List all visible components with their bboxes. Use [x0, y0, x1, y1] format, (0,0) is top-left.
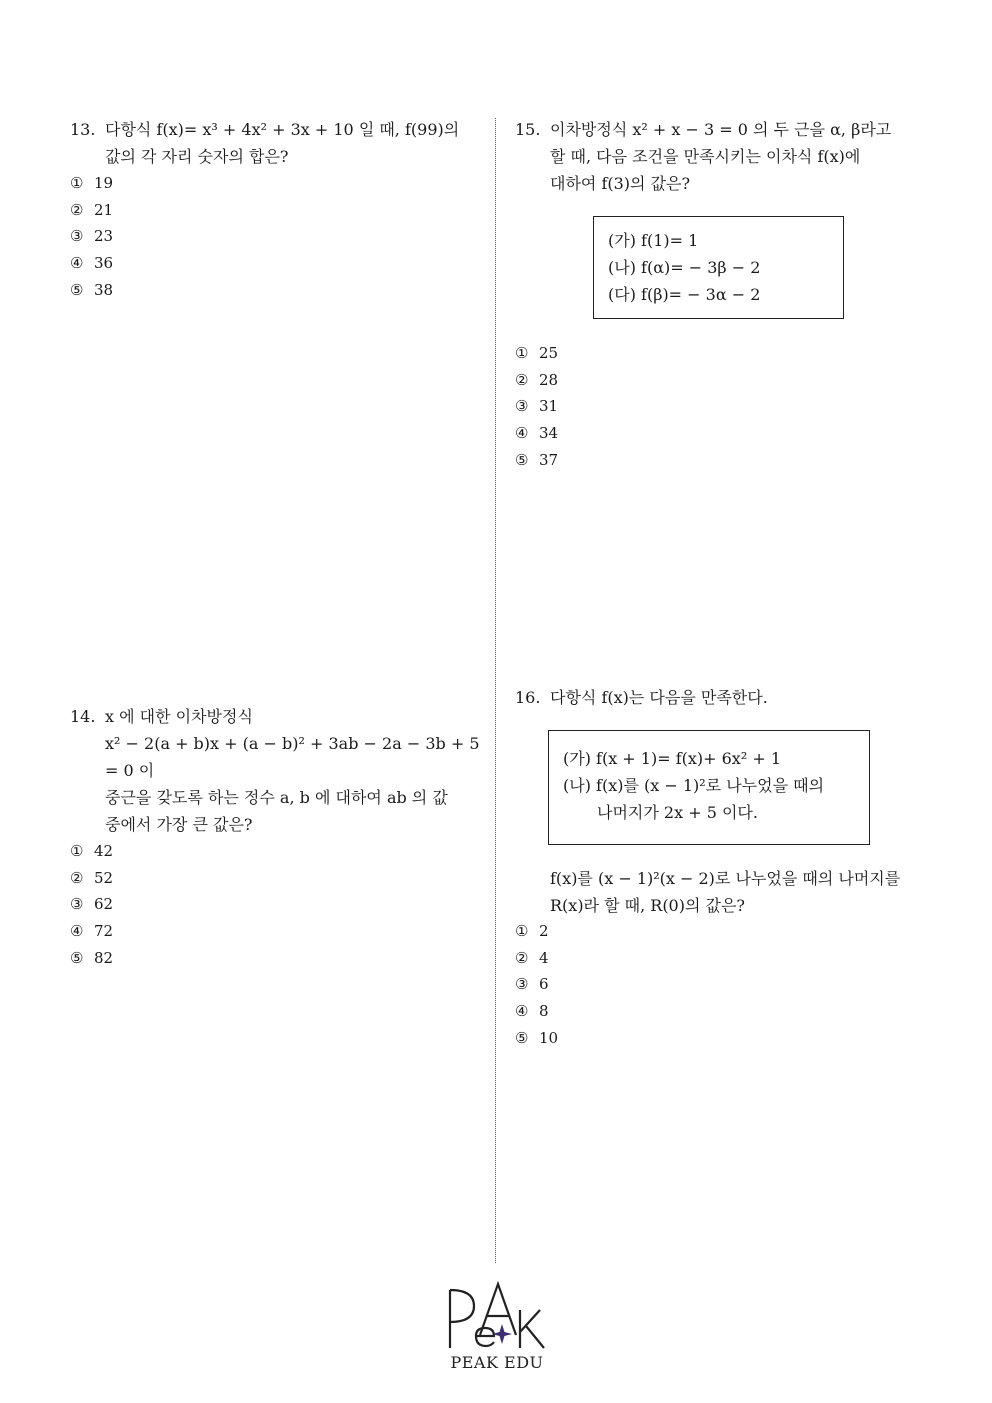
choice-item[interactable] — [70, 945, 480, 972]
problem-14-choices — [70, 838, 480, 971]
condition-item: (가) f(x + 1)= f(x)+ 6x² + 1 — [563, 749, 782, 768]
problem-15-number: 15. — [515, 120, 541, 139]
choice-item[interactable] — [515, 1025, 715, 1052]
choice-item[interactable] — [515, 998, 715, 1025]
problem-16-question-line1: f(x)를 (x − 1)²(x − 2)로 나누었을 때의 나머지를 — [550, 869, 901, 888]
choice-mark: ③ — [515, 397, 529, 416]
choice-mark: ⑤ — [70, 948, 84, 967]
condition-item: (다) f(β)= − 3α − 2 — [608, 285, 761, 304]
problem-14-stem — [70, 703, 480, 730]
choice-item[interactable] — [70, 891, 480, 918]
problem-16-choices — [515, 918, 715, 1051]
choice-mark: ③ — [70, 227, 84, 246]
choice-item[interactable] — [70, 197, 470, 224]
problem-14 — [70, 703, 480, 971]
choice-mark: ⑤ — [515, 450, 529, 469]
choice-mark: ① — [515, 922, 529, 940]
problem-16-number: 16. — [515, 688, 541, 707]
choice-value: 23 — [94, 227, 114, 246]
choice-item[interactable] — [70, 865, 480, 892]
problem-16-stem — [515, 684, 925, 711]
choice-item[interactable] — [70, 223, 470, 250]
choice-mark: ⑤ — [70, 280, 84, 299]
choice-item[interactable] — [515, 918, 715, 945]
choice-mark: ① — [70, 842, 84, 860]
choice-item[interactable] — [515, 945, 715, 972]
problem-14-stem-line1: x 에 대한 이차방정식 — [105, 707, 253, 726]
problem-13-stem-line2: 값의 각 자리 숫자의 합은? — [105, 147, 289, 166]
choice-mark: ② — [515, 948, 529, 967]
choice-mark: ③ — [70, 895, 84, 914]
logo-caption: PEAK EDU — [450, 1353, 544, 1372]
choice-mark: ④ — [70, 254, 84, 273]
problem-14-stem-line2: x² − 2(a + b)x + (a − b)² + 3ab − 2a − 3b + 5 = 0 이 — [105, 734, 480, 780]
problem-15-stem-line1: 이차방정식 x² + x − 3 = 0 의 두 근을 α, β라고 — [550, 120, 892, 139]
problem-13-stem-line1: 다항식 f(x)= x³ + 4x² + 3x + 10 일 때, f(99)의 — [105, 120, 460, 139]
choice-item[interactable] — [515, 447, 715, 474]
choice-mark: ① — [515, 344, 529, 362]
choice-mark: ② — [70, 868, 84, 887]
choice-value: 31 — [539, 397, 559, 416]
problem-15-choices — [515, 340, 715, 473]
choice-mark: ① — [70, 174, 84, 192]
choice-mark: ④ — [515, 424, 529, 443]
choice-value: 52 — [94, 868, 114, 887]
choice-item[interactable] — [70, 250, 470, 277]
choice-value: 72 — [94, 922, 114, 941]
problem-16-condition-box — [548, 730, 870, 845]
problem-15-stem — [515, 116, 925, 143]
problem-16-question-line2: R(x)라 할 때, R(0)의 값은? — [550, 896, 746, 915]
problem-16 — [515, 684, 925, 1047]
choice-mark: ③ — [515, 975, 529, 994]
choice-item[interactable] — [515, 420, 715, 447]
problem-14-stem-line4: 중에서 가장 큰 값은? — [105, 815, 253, 834]
choice-value: 37 — [539, 450, 559, 469]
choice-item[interactable] — [515, 367, 715, 394]
choice-value: 19 — [94, 174, 114, 192]
choice-value: 34 — [539, 424, 559, 443]
choice-mark: ④ — [70, 922, 84, 941]
choice-value: 62 — [94, 895, 114, 914]
choice-item[interactable] — [70, 838, 480, 865]
choice-mark: ② — [515, 370, 529, 389]
choice-item[interactable] — [515, 393, 715, 420]
problem-15-stem-line3: 대하여 f(3)의 값은? — [550, 174, 691, 193]
choice-value: 2 — [539, 922, 549, 940]
choice-value: 8 — [539, 1002, 549, 1021]
choice-item[interactable] — [515, 340, 715, 367]
choice-value: 38 — [94, 280, 114, 299]
choice-value: 6 — [539, 975, 549, 994]
condition-item: (가) f(1)= 1 — [608, 231, 699, 250]
problem-13-choices — [70, 170, 470, 303]
condition-item-continuation: 나머지가 2x + 5 이다. — [597, 803, 758, 822]
choice-value: 82 — [94, 948, 114, 967]
choice-value: 10 — [539, 1028, 559, 1047]
choice-value: 36 — [94, 254, 114, 273]
choice-value: 28 — [539, 370, 559, 389]
choice-item[interactable] — [70, 277, 470, 304]
problem-13-number: 13. — [70, 120, 96, 139]
choice-value: 21 — [94, 200, 114, 219]
choice-item[interactable] — [70, 170, 470, 197]
choice-mark: ④ — [515, 1002, 529, 1021]
problem-16-question — [550, 865, 940, 919]
choice-item[interactable] — [515, 971, 715, 998]
choice-item[interactable] — [70, 918, 480, 945]
choice-mark: ② — [70, 200, 84, 219]
choice-value: 25 — [539, 344, 559, 362]
problem-15-condition-box — [593, 216, 844, 319]
problem-13 — [70, 116, 470, 303]
problem-14-number: 14. — [70, 707, 96, 726]
problem-15 — [515, 116, 925, 469]
condition-item: (나) f(x)를 (x − 1)²로 나누었을 때의 — [563, 776, 825, 795]
problem-15-stem-line2: 할 때, 다음 조건을 만족시키는 이차식 f(x)에 — [550, 147, 861, 166]
choice-mark: ⑤ — [515, 1028, 529, 1047]
condition-item: (나) f(α)= − 3β − 2 — [608, 258, 761, 277]
problem-16-stem-line1: 다항식 f(x)는 다음을 만족한다. — [550, 688, 768, 707]
problem-14-stem-line3: 중근을 갖도록 하는 정수 a, b 에 대하여 ab 의 값 — [105, 788, 448, 807]
column-divider — [495, 118, 496, 1263]
choice-value: 42 — [94, 842, 114, 860]
problem-13-stem — [70, 116, 470, 143]
choice-value: 4 — [539, 948, 549, 967]
